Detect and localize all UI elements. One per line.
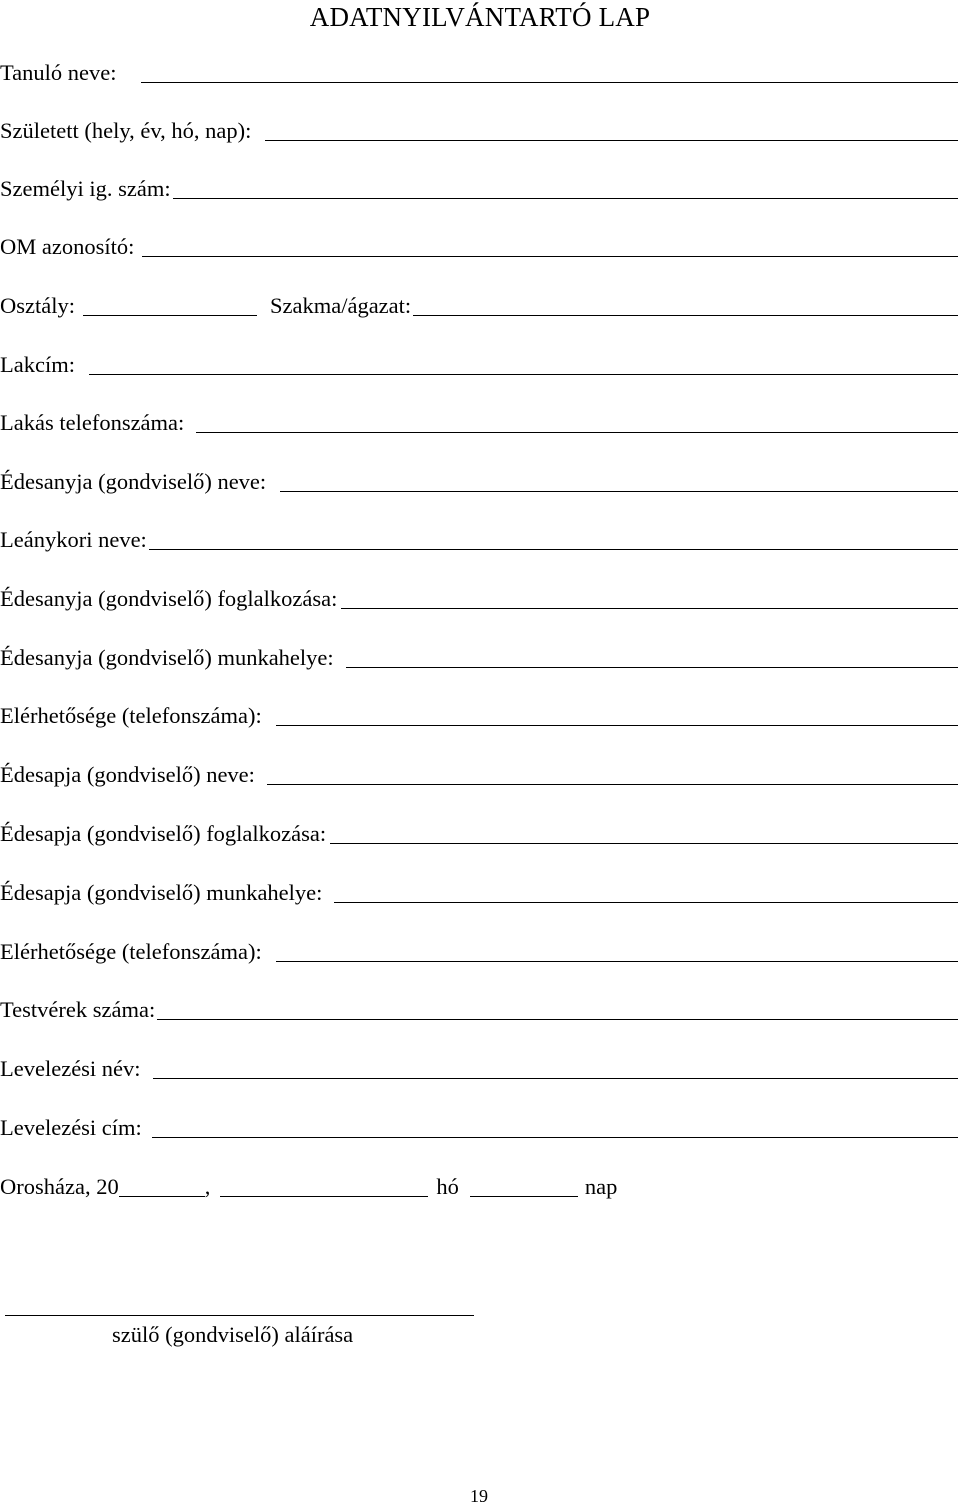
maiden-name-field[interactable] — [149, 549, 958, 550]
form-row-mail-address — [0, 1110, 958, 1140]
form-row-father-phone — [0, 934, 958, 964]
mail-address-label: Levelezési cím: — [0, 1115, 142, 1140]
father-workplace-label: Édesapja (gondviselő) munkahelye: — [0, 880, 323, 905]
mail-address-field[interactable] — [152, 1137, 958, 1138]
om-id-field[interactable] — [142, 256, 958, 257]
class-field[interactable] — [83, 315, 257, 316]
mother-phone-label: Elérhetősége (telefonszáma): — [0, 703, 262, 728]
student-name-label: Tanuló neve: — [0, 60, 117, 85]
form-row-mother-name — [0, 464, 958, 494]
form-row-maiden-name — [0, 522, 958, 552]
mother-job-label: Édesanyja (gondviselő) foglalkozása: — [0, 586, 338, 611]
siblings-field[interactable] — [157, 1019, 958, 1020]
father-phone-field[interactable] — [276, 961, 958, 962]
signature-caption: szülő (gondviselő) aláírása — [112, 1322, 354, 1347]
date-line — [0, 1169, 617, 1199]
id-number-label: Személyi ig. szám: — [0, 176, 171, 201]
page-number: 19 — [470, 1486, 488, 1506]
student-name-field[interactable] — [141, 82, 958, 83]
maiden-name-label: Leánykori neve: — [0, 527, 147, 552]
day-label: nap — [584, 1174, 618, 1199]
mother-name-field[interactable] — [280, 491, 958, 492]
month-field[interactable] — [220, 1196, 428, 1197]
born-field[interactable] — [265, 140, 958, 141]
place-year-label: Orosháza, 20 — [0, 1174, 119, 1199]
trade-field[interactable] — [413, 315, 958, 316]
form-row-mother-workplace — [0, 640, 958, 670]
form-row-mother-job — [0, 581, 958, 611]
form-row-class-trade — [0, 288, 958, 318]
form-row-om-id — [0, 229, 958, 259]
trade-label: Szakma/ágazat: — [269, 293, 412, 318]
mother-job-field[interactable] — [341, 608, 958, 609]
father-job-label: Édesapja (gondviselő) foglalkozása: — [0, 821, 327, 846]
day-field[interactable] — [470, 1196, 578, 1197]
form-row-mail-name — [0, 1051, 958, 1081]
father-job-field[interactable] — [330, 843, 958, 844]
father-name-field[interactable] — [267, 784, 958, 785]
form-row-born — [0, 113, 958, 143]
form-row-home-phone — [0, 405, 958, 435]
form-row-student-name — [0, 55, 958, 85]
mother-workplace-label: Édesanyja (gondviselő) munkahelye: — [0, 645, 334, 670]
mother-name-label: Édesanyja (gondviselő) neve: — [0, 469, 267, 494]
mail-name-label: Levelezési név: — [0, 1056, 141, 1081]
form-row-father-job — [0, 816, 958, 846]
comma-label: , — [204, 1174, 211, 1199]
year-field[interactable] — [119, 1196, 205, 1197]
home-phone-label: Lakás telefonszáma: — [0, 410, 185, 435]
siblings-label: Testvérek száma: — [0, 997, 156, 1022]
page-title: ADATNYILVÁNTARTÓ LAP — [309, 2, 651, 32]
mother-workplace-field[interactable] — [346, 667, 958, 668]
home-phone-field[interactable] — [196, 432, 958, 433]
form-row-siblings — [0, 992, 958, 1022]
born-label: Született (hely, év, hó, nap): — [0, 118, 252, 143]
form-row-father-name — [0, 757, 958, 787]
father-workplace-field[interactable] — [334, 902, 958, 903]
id-number-field[interactable] — [173, 198, 958, 199]
father-name-label: Édesapja (gondviselő) neve: — [0, 762, 255, 787]
mother-phone-field[interactable] — [276, 725, 958, 726]
form-row-mother-phone — [0, 698, 958, 728]
signature-field[interactable] — [5, 1315, 474, 1316]
class-label: Osztály: — [0, 293, 75, 318]
form-row-father-workplace — [0, 875, 958, 905]
father-phone-label: Elérhetősége (telefonszáma): — [0, 939, 262, 964]
address-field[interactable] — [89, 374, 958, 375]
month-label: hó — [436, 1174, 459, 1199]
mail-name-field[interactable] — [153, 1078, 958, 1079]
form-row-id-number — [0, 171, 958, 201]
address-label: Lakcím: — [0, 352, 75, 377]
om-id-label: OM azonosító: — [0, 234, 135, 259]
form-row-address — [0, 347, 958, 377]
